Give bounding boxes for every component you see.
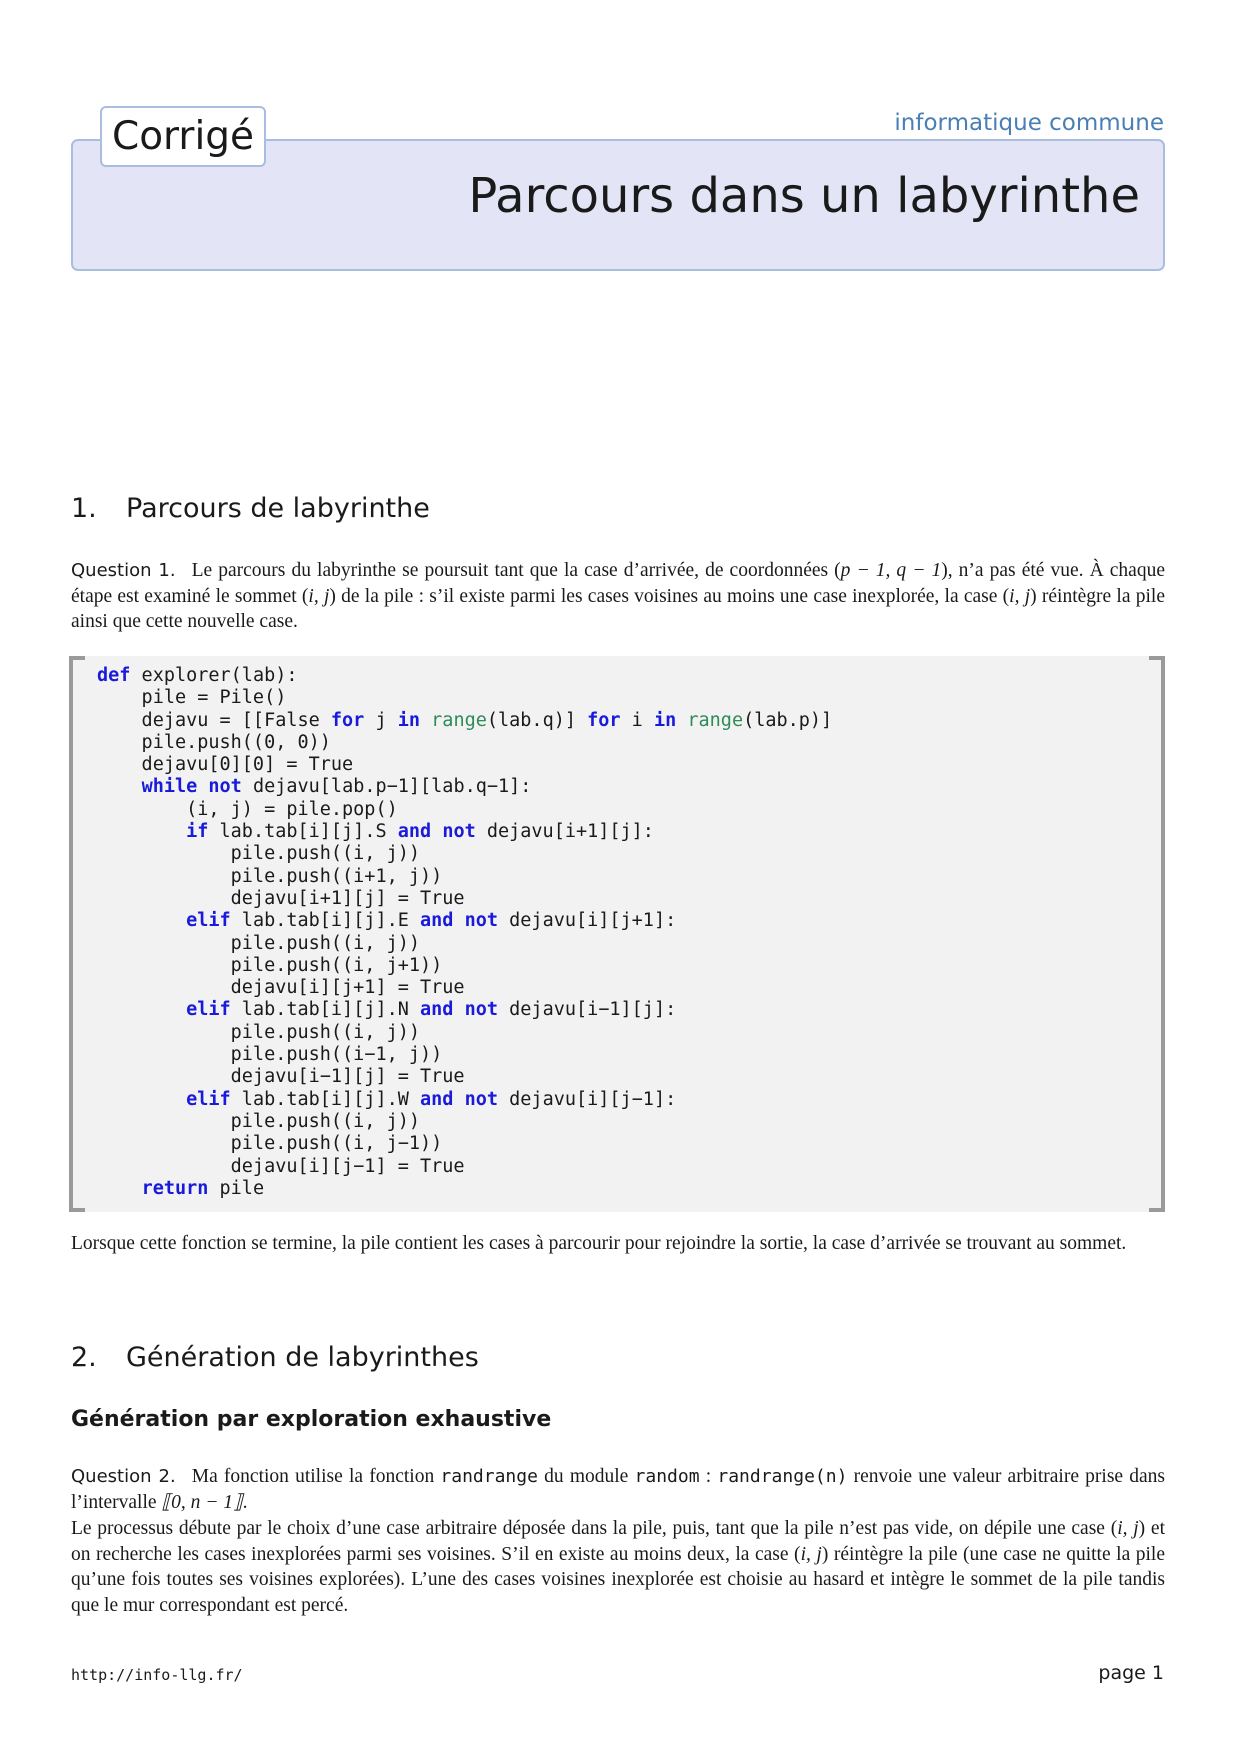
q2-text-b: du module <box>537 1466 635 1487</box>
p2-text-c: ) réintègre la pile (une case ne quitte la pile qu’une fois toutes ses voisines explorées). L’une des cases voisines inexplorée est choisie au hasard et intègre le sommet de la pile tandis que le mur correspondant est percé. <box>71 1543 1165 1616</box>
code-text <box>97 821 186 842</box>
code-text <box>97 910 186 931</box>
code-text: (lab.q)] <box>486 709 588 731</box>
code-text: lab.tab[i][j].S <box>208 821 398 843</box>
code-keyword: and <box>397 821 432 843</box>
code-keyword: not <box>464 910 499 932</box>
code-corner <box>69 1208 85 1212</box>
code-keyword: for <box>587 709 621 731</box>
code-line <box>97 799 832 821</box>
code-keyword: not <box>442 821 476 843</box>
subsection-heading: Génération par exploration exhaustive <box>71 1407 552 1432</box>
code-block <box>69 656 1165 1212</box>
code-line <box>97 1089 832 1111</box>
code-keyword: elif <box>186 999 231 1021</box>
code-text: pile.push((i−1, j)) <box>97 1044 443 1066</box>
code-text <box>453 999 464 1020</box>
code-text: i <box>620 709 654 731</box>
page-title: Parcours dans un labyrinthe <box>468 168 1140 224</box>
code-keyword: while <box>141 776 198 798</box>
p2-math-a: i, j <box>1117 1518 1139 1539</box>
code-text: pile.push((i, j−1)) <box>97 1133 443 1155</box>
section-1-number: 1. <box>71 493 97 524</box>
code-keyword: and <box>420 999 454 1021</box>
code-text: pile.push((i+1, j)) <box>97 865 443 887</box>
code-text: dejavu = [[False <box>97 709 331 731</box>
code-text: dejavu[i+1][j] = True <box>97 887 465 909</box>
code-line <box>97 1111 832 1133</box>
code-keyword: def <box>97 665 131 686</box>
code-keyword: and <box>420 910 454 932</box>
code-text: pile.push((i, j)) <box>97 1110 421 1132</box>
code-text: lab.tab[i][j].N <box>230 999 421 1021</box>
code-keyword: and <box>420 1088 454 1110</box>
q1-text-b: ), n’a pas été vue. À chaque étape est examiné le sommet ( <box>71 560 1165 607</box>
q2-code-random: random <box>634 1466 700 1487</box>
code-text <box>453 1089 464 1110</box>
code-keyword: elif <box>186 910 231 932</box>
code-line <box>97 776 832 798</box>
section-1-title: Parcours de labyrinthe <box>126 493 430 524</box>
subject-label: informatique commune <box>894 110 1164 136</box>
code-text: dejavu[lab.p−1][lab.q−1]: <box>241 776 532 798</box>
code-line <box>97 1178 832 1200</box>
code-text: lab.tab[i][j].E <box>230 910 421 932</box>
q2-text-d: renvoie une valeur arbitraire prise dans l’intervalle <box>71 1466 1166 1513</box>
code-keyword: for <box>330 709 365 731</box>
code-line <box>97 732 832 754</box>
code-text: dejavu[i][j+1]: <box>498 910 677 932</box>
code-line <box>97 665 832 687</box>
section-2-title: Génération de labyrinthes <box>126 1342 479 1373</box>
code-keyword: not <box>208 776 242 798</box>
code-text: dejavu[i−1][j] = True <box>97 1066 465 1088</box>
q1-text-a: Le parcours du labyrinthe se poursuit tant que la case d’arrivée, de coordonnées ( <box>191 560 841 581</box>
q2-text-e: . <box>242 1491 248 1513</box>
code-builtin: range <box>431 709 487 731</box>
code-text: lab.tab[i][j].W <box>230 1088 421 1110</box>
code-line <box>97 821 832 843</box>
code-text <box>431 821 442 842</box>
q2-code-randrange-n: randrange(n) <box>717 1466 848 1487</box>
code-corner <box>1149 1208 1165 1212</box>
q1-text-c: ) de la pile : s’il existe parmi les cases voisines au moins une case inexplorée, la case ( <box>329 585 1010 607</box>
code-text <box>676 710 687 731</box>
code-text: pile.push((i, j)) <box>97 843 421 865</box>
code-text: dejavu[0][0] = True <box>97 754 354 776</box>
code-text <box>97 1178 142 1199</box>
corrige-tab: Corrigé <box>100 106 266 167</box>
code-line <box>97 1022 832 1044</box>
code-line <box>97 910 832 932</box>
code-text <box>197 776 208 797</box>
code-text: dejavu[i][j+1] = True <box>97 977 465 999</box>
code-text: pile.push((i, j+1)) <box>97 954 443 976</box>
code-line <box>97 1066 832 1088</box>
section-1-heading <box>71 493 430 524</box>
code-keyword: in <box>653 709 677 731</box>
code-keyword: elif <box>186 1088 231 1110</box>
p2-math-b: i, j <box>800 1543 822 1565</box>
process-paragraph <box>71 1516 1165 1618</box>
code-corner <box>69 656 85 660</box>
p2-text-a: Le processus débute par le choix d’une case arbitraire déposée dans la pile, puis, tant que la pile n’est pas vide, on dépile une case ( <box>71 1518 1118 1539</box>
code-text: dejavu[i+1][j]: <box>475 821 654 843</box>
q2-text-c: : <box>699 1466 718 1487</box>
after-code-paragraph: Lorsque cette fonction se termine, la pile contient les cases à parcourir pour rejoindre la sortie, la case d’arrivée se trouvant au sommet. <box>71 1233 1127 1254</box>
code-text: pile <box>208 1177 265 1199</box>
code-text <box>97 999 186 1020</box>
question-1-label: Question 1. <box>71 560 176 581</box>
q1-text-d: ) réintègre la pile ainsi que cette nouvelle case. <box>71 585 1165 632</box>
code-text <box>97 776 142 797</box>
q2-code-randrange: randrange <box>440 1466 538 1487</box>
footer-url-link[interactable]: http://info-llg.fr/ <box>71 1666 243 1684</box>
q1-math-c: i, j <box>1009 585 1031 607</box>
q2-math-interval: ⟦0, n − 1⟧ <box>161 1491 243 1513</box>
code-text: j <box>364 709 398 731</box>
code-line <box>97 866 832 888</box>
code-keyword: in <box>397 709 421 731</box>
code-text: explorer(lab): <box>130 665 298 686</box>
code-keyword: not <box>464 1088 499 1110</box>
code-builtin: range <box>687 709 744 731</box>
code-line <box>97 1133 832 1155</box>
page-number: page 1 <box>1098 1662 1164 1684</box>
code-keyword: if <box>186 821 209 843</box>
code-line <box>97 754 832 776</box>
code-line <box>97 1044 832 1066</box>
code-line <box>97 999 832 1021</box>
code-text: pile.push((0, 0)) <box>97 731 331 753</box>
q2-text-a: Ma fonction utilise la fonction <box>191 1466 441 1487</box>
question-2-paragraph <box>71 1464 1165 1515</box>
question-2-label: Question 2. <box>71 1466 176 1487</box>
code-text: dejavu[i][j−1] = True <box>97 1155 465 1177</box>
code-text: pile.push((i, j)) <box>97 1021 421 1043</box>
q1-math-a: p − 1, q − 1 <box>840 560 942 581</box>
code-line <box>97 933 832 955</box>
code-text: dejavu[i][j−1]: <box>498 1088 677 1110</box>
section-2-heading <box>71 1342 479 1373</box>
code-lines <box>97 665 832 1200</box>
p2-text-b: ) et on recherche les cases inexplorées parmi ses voisines. S’il en existe au moins deux, la case ( <box>71 1518 1165 1565</box>
code-line <box>97 888 832 910</box>
question-1-paragraph <box>71 558 1165 635</box>
code-text <box>97 1089 186 1110</box>
section-2-number: 2. <box>71 1342 97 1373</box>
code-line <box>97 687 832 709</box>
code-keyword: not <box>464 999 499 1021</box>
q1-math-b: i, j <box>308 585 330 607</box>
code-text <box>453 910 464 931</box>
code-text: pile.push((i, j)) <box>97 932 421 954</box>
code-text <box>420 710 431 731</box>
code-line <box>97 1156 832 1178</box>
code-text: dejavu[i−1][j]: <box>498 999 677 1021</box>
code-text: pile = Pile() <box>97 687 287 709</box>
code-keyword: return <box>141 1177 209 1199</box>
code-line <box>97 955 832 977</box>
code-line <box>97 843 832 865</box>
code-text: (lab.p)] <box>743 709 833 731</box>
code-line <box>97 977 832 999</box>
code-text: (i, j) = pile.pop() <box>97 798 398 820</box>
code-corner <box>1149 656 1165 660</box>
code-line <box>97 710 832 732</box>
